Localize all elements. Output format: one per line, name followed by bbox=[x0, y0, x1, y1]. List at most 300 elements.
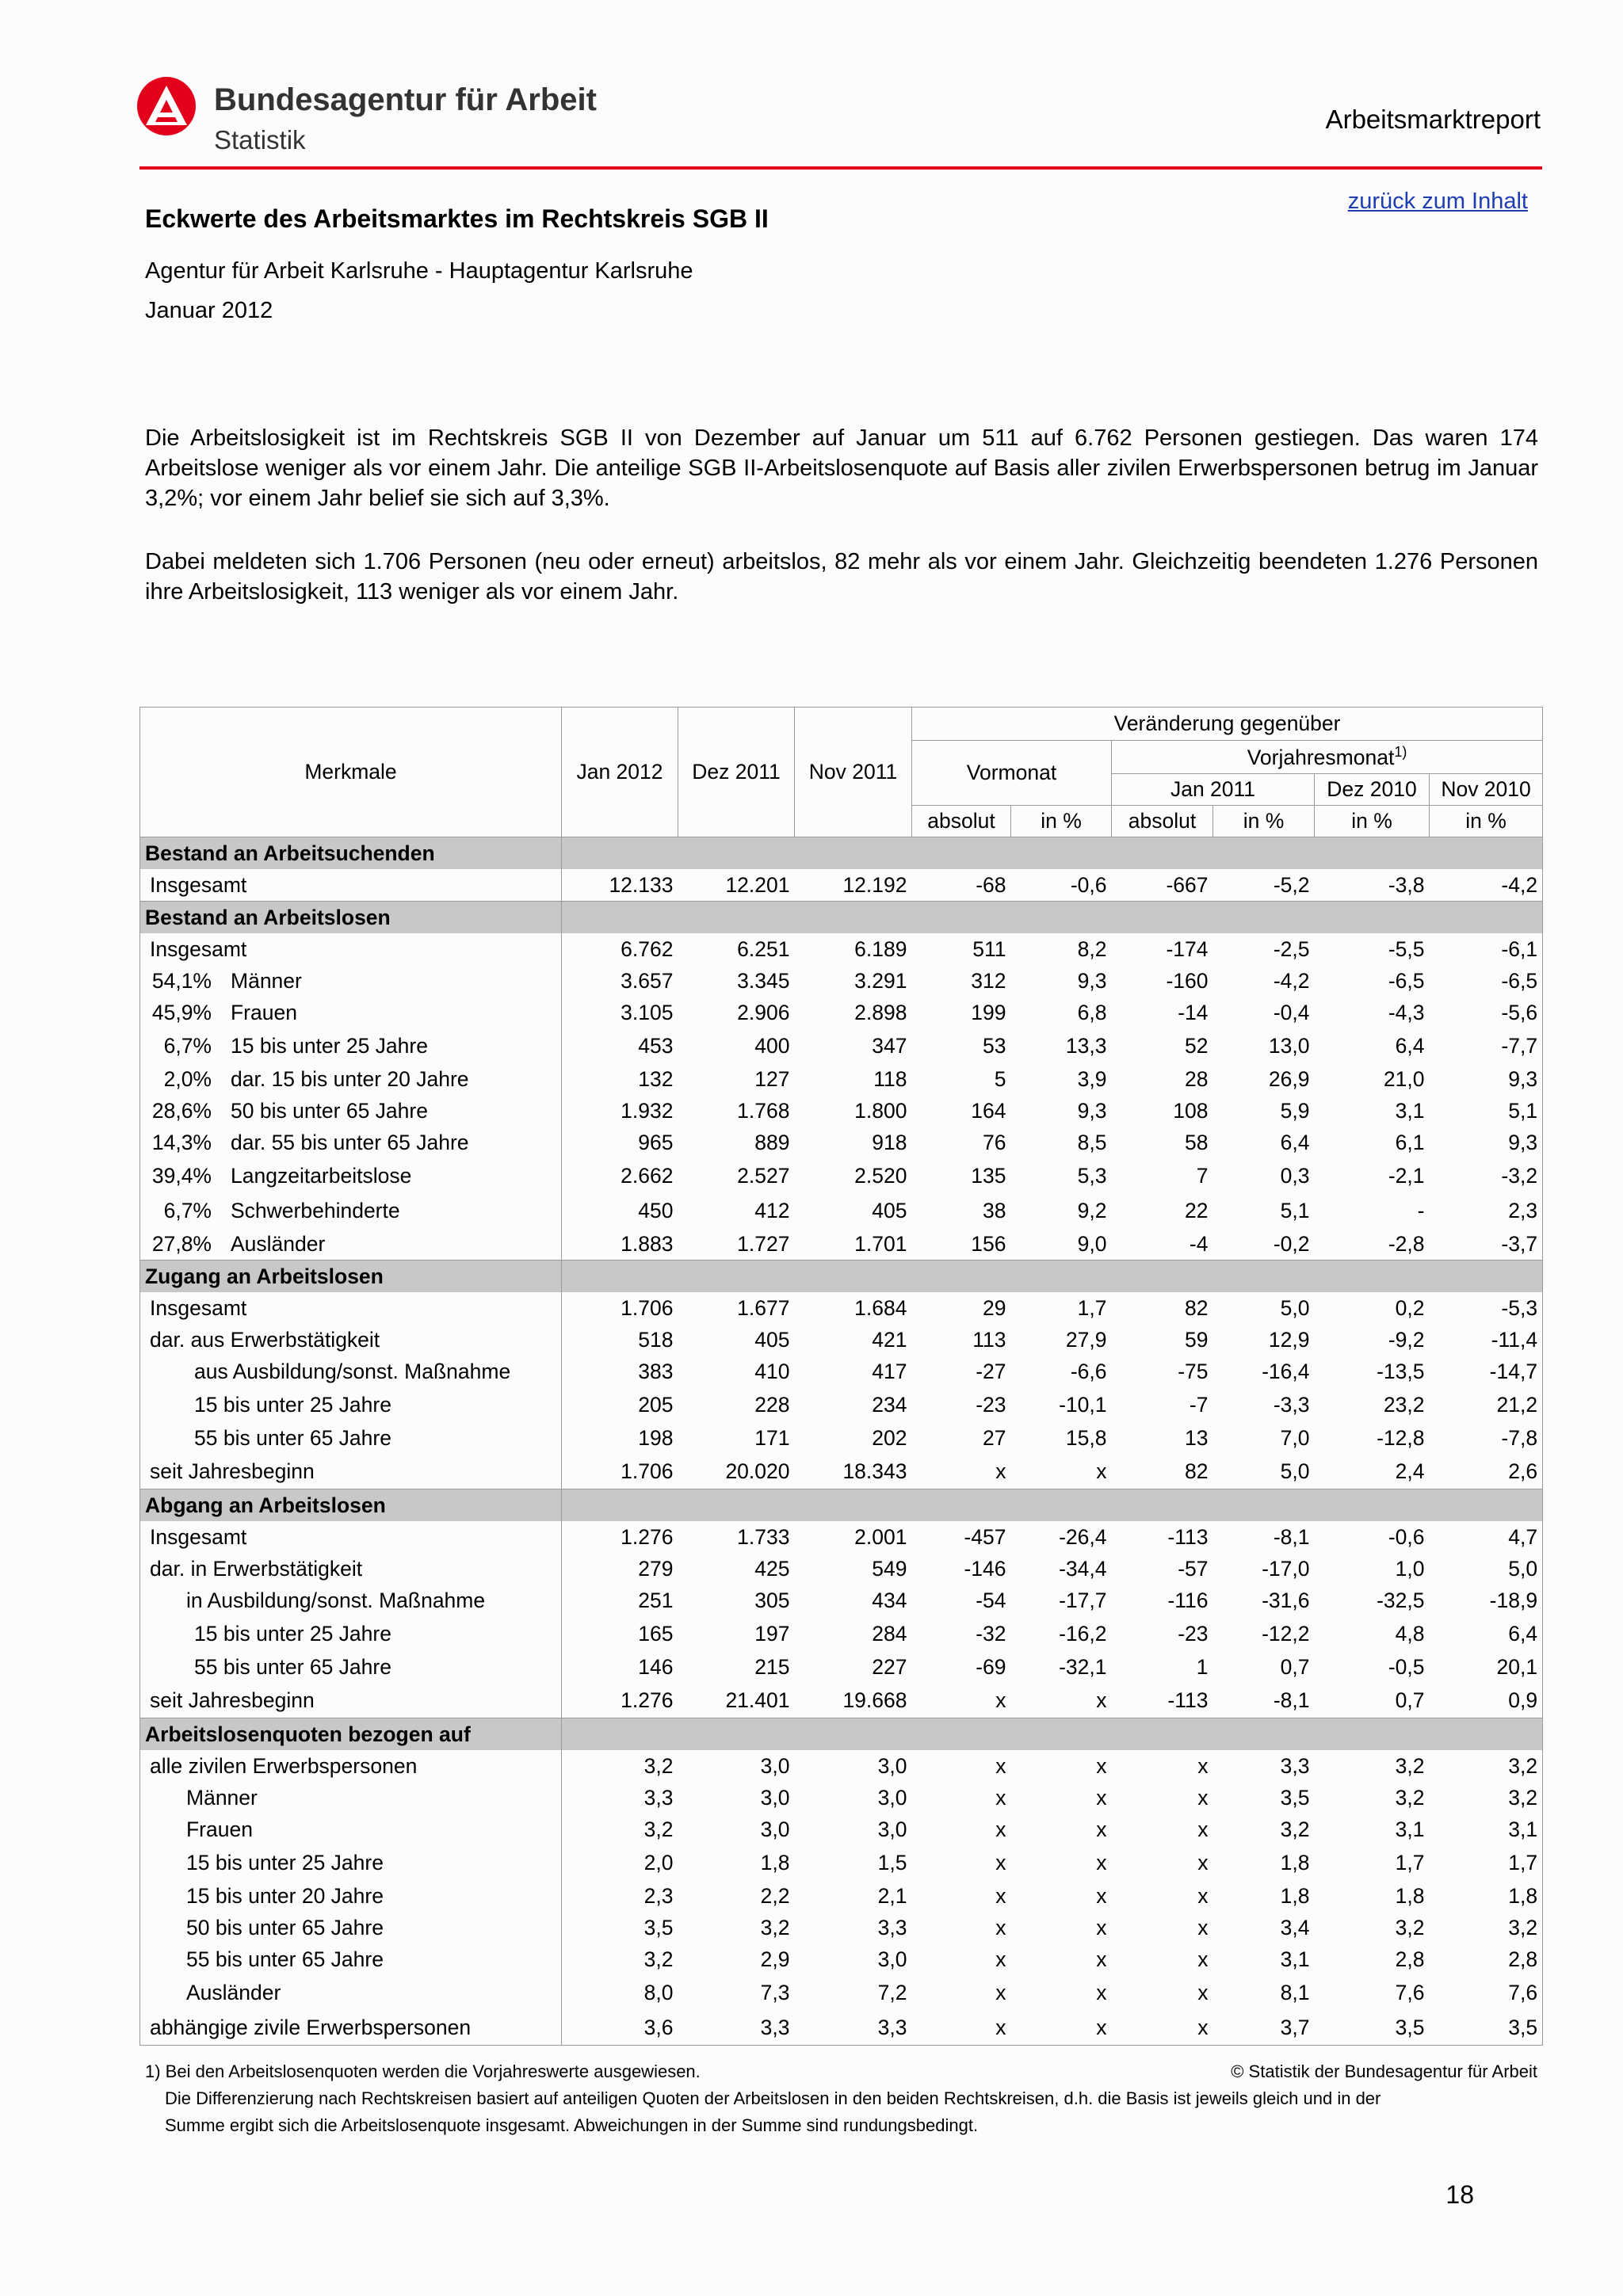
table-cell: 5,0 bbox=[1280, 1459, 1310, 1483]
section-header-row bbox=[140, 1489, 1543, 1522]
table-cell: 108 bbox=[1173, 1098, 1209, 1123]
table-cell: 1.800 bbox=[854, 1098, 907, 1123]
table-cell: x bbox=[995, 1459, 1006, 1483]
section-fill bbox=[562, 1261, 1543, 1293]
table-cell: 3,1 bbox=[1430, 1814, 1543, 1845]
table-cell: 2.906 bbox=[737, 1000, 790, 1024]
table-cell: 1.706 bbox=[621, 1295, 674, 1320]
table-cell: -14 bbox=[1178, 1000, 1209, 1024]
table-cell: -9,2 bbox=[1388, 1327, 1425, 1352]
table-cell: x bbox=[1096, 1850, 1107, 1875]
table-cell: 1 bbox=[1196, 1654, 1209, 1679]
table-cell: 425 bbox=[754, 1556, 790, 1581]
table-cell: -10,1 bbox=[1059, 1392, 1107, 1417]
table-cell: -12,2 bbox=[1262, 1621, 1310, 1646]
table-cell: -0,6 bbox=[1388, 1524, 1425, 1549]
table-row bbox=[140, 1616, 1543, 1651]
section-header-row bbox=[140, 837, 1543, 870]
table-cell: 5,0 bbox=[1280, 1295, 1310, 1320]
table-cell: 3,6 bbox=[562, 2010, 678, 2046]
table-cell: 21,0 bbox=[1383, 1066, 1425, 1091]
table-cell: -3,7 bbox=[1430, 1228, 1543, 1261]
row-label bbox=[140, 1454, 562, 1489]
table-cell: 13,3 bbox=[1065, 1033, 1107, 1058]
table-row bbox=[140, 1521, 1543, 1553]
table-cell: 405 bbox=[754, 1327, 790, 1352]
row-label-text: in Ausbildung/sonst. Maßnahme bbox=[186, 1588, 486, 1612]
table-cell: 52 bbox=[1185, 1033, 1209, 1058]
table-cell: x bbox=[1096, 1817, 1107, 1841]
row-label bbox=[140, 1422, 562, 1454]
table-cell: 1,7 bbox=[1395, 1850, 1425, 1875]
table-cell: -146 bbox=[964, 1556, 1006, 1581]
table-cell: 5,1 bbox=[1280, 1198, 1310, 1222]
table-cell: x bbox=[1096, 1915, 1107, 1939]
table-cell: 0,3 bbox=[1280, 1163, 1310, 1188]
row-share: 39,4% bbox=[151, 1163, 212, 1188]
table-cell: 15,8 bbox=[1065, 1425, 1107, 1450]
table-cell: 3,0 bbox=[760, 1753, 790, 1778]
row-label-text: dar. 15 bis unter 20 Jahre bbox=[231, 1066, 469, 1091]
table-cell: -113 bbox=[1167, 1524, 1209, 1549]
table-cell: 3,2 bbox=[1430, 1782, 1543, 1814]
page-number: 18 bbox=[1445, 2180, 1474, 2209]
table-cell: 132 bbox=[638, 1066, 674, 1091]
table-cell: 3,2 bbox=[1280, 1817, 1310, 1841]
table-cell: 7 bbox=[1196, 1163, 1209, 1188]
table-cell: -4,2 bbox=[1430, 869, 1543, 902]
table-cell: 3,1 bbox=[1395, 1098, 1425, 1123]
table-cell: 450 bbox=[638, 1198, 674, 1222]
table-cell: 6.189 bbox=[854, 936, 907, 961]
table-cell: 3,0 bbox=[877, 1817, 907, 1841]
table-cell: 3,0 bbox=[760, 1785, 790, 1810]
table-cell: 3,7 bbox=[1213, 2010, 1315, 2046]
row-label bbox=[140, 1127, 562, 1158]
table-cell: 8,1 bbox=[1280, 1980, 1310, 2004]
table-cell: -16,2 bbox=[1059, 1621, 1107, 1646]
table-cell: 205 bbox=[638, 1392, 674, 1417]
table-cell: -3,2 bbox=[1430, 1158, 1543, 1193]
table-cell: -26,4 bbox=[1059, 1524, 1107, 1549]
row-label bbox=[140, 1356, 562, 1387]
table-cell: 1.684 bbox=[854, 1295, 907, 1320]
table-cell: 8,0 bbox=[643, 1980, 674, 2004]
table-row bbox=[140, 965, 1543, 997]
table-cell: 199 bbox=[971, 1000, 1006, 1024]
table-cell: 21,2 bbox=[1430, 1387, 1543, 1422]
row-label-text: Insgesamt bbox=[150, 872, 247, 897]
table-cell: 5,0 bbox=[1430, 1553, 1543, 1585]
table-cell: - bbox=[1417, 1198, 1425, 1222]
row-label-text: 15 bis unter 25 Jahre bbox=[194, 1392, 391, 1417]
table-cell: 22 bbox=[1185, 1198, 1209, 1222]
section-title: Arbeitslosenquoten bezogen auf bbox=[140, 1718, 562, 1751]
table-cell: 3,5 bbox=[1315, 2010, 1430, 2046]
table-cell: 0,7 bbox=[1395, 1688, 1425, 1712]
table-row bbox=[140, 1553, 1543, 1585]
row-label bbox=[140, 1616, 562, 1651]
table-cell: 3,5 bbox=[643, 1915, 674, 1939]
table-cell: 421 bbox=[872, 1327, 907, 1352]
table-cell: 2,3 bbox=[1430, 1193, 1543, 1228]
table-cell: 3,1 bbox=[1395, 1817, 1425, 1841]
row-label bbox=[140, 933, 562, 965]
table-cell: 3.291 bbox=[854, 968, 907, 993]
table-row bbox=[140, 1750, 1543, 1782]
table-cell: -4 bbox=[1189, 1231, 1209, 1256]
table-cell: 164 bbox=[971, 1098, 1006, 1123]
back-to-contents-link[interactable]: zurück zum Inhalt bbox=[1347, 189, 1528, 214]
row-label-text: 55 bis unter 65 Jahre bbox=[186, 1947, 384, 1971]
table-cell: 965 bbox=[638, 1130, 674, 1154]
table-cell: 3,2 bbox=[1430, 1912, 1543, 1943]
table-cell: -7,7 bbox=[1430, 1028, 1543, 1063]
row-label bbox=[140, 1387, 562, 1422]
row-share: 54,1% bbox=[151, 968, 212, 993]
table-cell: -13,5 bbox=[1377, 1359, 1425, 1383]
col-header-merkmale: Merkmale bbox=[140, 707, 562, 837]
table-cell: -3,8 bbox=[1388, 872, 1425, 897]
table-cell: 3,2 bbox=[1395, 1753, 1425, 1778]
table-cell: 9,3 bbox=[1430, 1127, 1543, 1158]
table-cell: -2,5 bbox=[1273, 936, 1310, 961]
col-header-in-pct: in % bbox=[1011, 806, 1112, 837]
table-cell: 1.883 bbox=[621, 1231, 674, 1256]
table-cell: 4,7 bbox=[1430, 1521, 1543, 1553]
table-row bbox=[140, 1683, 1543, 1718]
row-label bbox=[140, 965, 562, 997]
table-cell: -5,5 bbox=[1388, 936, 1425, 961]
row-share: 27,8% bbox=[151, 1231, 212, 1256]
row-label bbox=[140, 1193, 562, 1228]
table-cell: 7,3 bbox=[760, 1980, 790, 2004]
table-cell: 3,0 bbox=[760, 1817, 790, 1841]
table-cell: 0,2 bbox=[1395, 1295, 1425, 1320]
table-cell: 2,9 bbox=[760, 1947, 790, 1971]
table-cell: x bbox=[995, 1947, 1006, 1971]
table-cell: -457 bbox=[964, 1524, 1006, 1549]
table-cell: 5 bbox=[994, 1066, 1006, 1091]
table-cell: 1.733 bbox=[737, 1524, 790, 1549]
row-label-text: 15 bis unter 25 Jahre bbox=[194, 1621, 391, 1646]
row-label bbox=[140, 1521, 562, 1553]
table-cell: -27 bbox=[976, 1359, 1006, 1383]
table-cell: 12.201 bbox=[725, 872, 790, 897]
table-cell: -32,5 bbox=[1377, 1588, 1425, 1612]
row-label-text: Frauen bbox=[186, 1817, 253, 1841]
table-cell: 9,3 bbox=[1077, 1098, 1107, 1123]
table-cell: 1.701 bbox=[854, 1231, 907, 1256]
agency-name: Agentur für Arbeit Karlsruhe - Hauptagentur Karlsruhe bbox=[145, 258, 693, 284]
table-cell: 113 bbox=[972, 1327, 1006, 1352]
table-cell: 3,5 bbox=[1430, 2010, 1543, 2046]
table-cell: -2,1 bbox=[1388, 1163, 1425, 1188]
table-cell: 234 bbox=[872, 1392, 907, 1417]
col-header-dez2011: Dez 2011 bbox=[678, 707, 795, 837]
table-cell: 1,8 bbox=[760, 1850, 790, 1875]
table-cell: -174 bbox=[1166, 936, 1209, 961]
table-cell: -0,4 bbox=[1273, 1000, 1310, 1024]
row-label-text: dar. in Erwerbstätigkeit bbox=[150, 1556, 363, 1581]
col-header-vorjahresmonat: Vorjahresmonat$^{1)}$ bbox=[1112, 741, 1543, 774]
section-header-row bbox=[140, 902, 1543, 934]
table-cell: 12.133 bbox=[609, 872, 674, 897]
section-fill bbox=[562, 1718, 1543, 1751]
table-cell: 6,4 bbox=[1280, 1130, 1310, 1154]
table-cell: 27,9 bbox=[1065, 1327, 1107, 1352]
row-label bbox=[140, 1292, 562, 1324]
table-cell: x bbox=[1197, 1980, 1209, 2004]
table-cell: 6.251 bbox=[737, 936, 790, 961]
row-label-text: aus Ausbildung/sonst. Maßnahme bbox=[194, 1359, 511, 1383]
table-cell: 347 bbox=[872, 1033, 907, 1058]
table-cell: 1,7 bbox=[1430, 1845, 1543, 1880]
col-header-dez2010: Dez 2010 bbox=[1315, 774, 1430, 806]
table-row bbox=[140, 1912, 1543, 1943]
table-cell: 198 bbox=[638, 1425, 674, 1450]
table-cell: 2,6 bbox=[1430, 1454, 1543, 1489]
table-row bbox=[140, 1387, 1543, 1422]
table-cell: 18.343 bbox=[842, 1459, 907, 1483]
table-cell: -7 bbox=[1189, 1392, 1209, 1417]
table-cell: 23,2 bbox=[1383, 1392, 1425, 1417]
table-cell: 2,2 bbox=[760, 1883, 790, 1908]
col-header-veraenderung: Veränderung gegenüber bbox=[912, 707, 1543, 741]
table-cell: 5,1 bbox=[1430, 1095, 1543, 1127]
table-cell: 6.762 bbox=[621, 936, 674, 961]
table-cell: x bbox=[1096, 1980, 1107, 2004]
table-row bbox=[140, 1324, 1543, 1356]
col-header-vormonat: Vormonat bbox=[912, 741, 1112, 806]
table-cell: 410 bbox=[754, 1359, 790, 1383]
row-label-text: seit Jahresbeginn bbox=[150, 1459, 315, 1483]
section-fill bbox=[562, 1489, 1543, 1522]
page-title: Eckwerte des Arbeitsmarktes im Rechtskreis SGB II bbox=[145, 204, 769, 233]
col-header-in-pct: in % bbox=[1315, 806, 1430, 837]
table-cell: 453 bbox=[638, 1033, 674, 1058]
table-cell: 13,0 bbox=[1268, 1033, 1310, 1058]
table-cell: x bbox=[1096, 1947, 1107, 1971]
table-cell: x bbox=[1096, 1753, 1107, 1778]
row-label-text: Insgesamt bbox=[150, 1524, 247, 1549]
table-cell: 13 bbox=[1185, 1425, 1209, 1450]
row-label-text: Frauen bbox=[231, 1000, 297, 1024]
table-cell: -0,2 bbox=[1273, 1231, 1310, 1256]
table-cell: 3,2 bbox=[1395, 1915, 1425, 1939]
table-cell: 3,0 bbox=[877, 1785, 907, 1810]
table-row bbox=[140, 1292, 1543, 1324]
table-cell: -32 bbox=[976, 1621, 1006, 1646]
table-cell: x bbox=[1197, 1785, 1209, 1810]
copyright: © Statistik der Bundesagentur für Arbeit bbox=[1231, 2061, 1537, 2081]
table-cell: -160 bbox=[1166, 968, 1209, 993]
table-cell: 2.520 bbox=[854, 1163, 907, 1188]
table-row bbox=[140, 1158, 1543, 1193]
row-label bbox=[140, 1651, 562, 1683]
table-cell: 1,8 bbox=[1395, 1883, 1425, 1908]
table-row bbox=[140, 997, 1543, 1028]
table-cell: -113 bbox=[1167, 1688, 1209, 1712]
table-cell: 7,2 bbox=[877, 1980, 907, 2004]
table-cell: 2.527 bbox=[737, 1163, 790, 1188]
row-label-text: 50 bis unter 65 Jahre bbox=[186, 1915, 384, 1939]
table-cell: 27 bbox=[983, 1425, 1006, 1450]
table-cell: -18,9 bbox=[1430, 1585, 1543, 1616]
table-cell: -23 bbox=[1178, 1621, 1209, 1646]
table-cell: 284 bbox=[872, 1621, 907, 1646]
row-share: 2,0% bbox=[163, 1066, 212, 1091]
table-cell: -68 bbox=[976, 872, 1006, 897]
row-label-text: dar. 55 bis unter 65 Jahre bbox=[231, 1130, 469, 1154]
row-label-text: Männer bbox=[186, 1785, 258, 1810]
table-cell: 29 bbox=[983, 1295, 1006, 1320]
row-label bbox=[140, 2010, 562, 2046]
table-cell: 3.105 bbox=[621, 1000, 674, 1024]
table-cell: -2,8 bbox=[1388, 1231, 1425, 1256]
table-row bbox=[140, 1782, 1543, 1814]
table-cell: 227 bbox=[872, 1654, 907, 1679]
row-label bbox=[140, 1553, 562, 1585]
row-label-text: alle zivilen Erwerbspersonen bbox=[150, 1753, 418, 1778]
table-cell: 215 bbox=[754, 1654, 790, 1679]
row-label bbox=[140, 1158, 562, 1193]
row-label bbox=[140, 1683, 562, 1718]
table-cell: x bbox=[1197, 1850, 1209, 1875]
table-cell: 1,5 bbox=[877, 1850, 907, 1875]
row-label-text: abhängige zivile Erwerbspersonen bbox=[150, 2015, 472, 2039]
table-cell: 58 bbox=[1185, 1130, 1209, 1154]
row-share: 6,7% bbox=[163, 1033, 212, 1058]
table-cell: 9,3 bbox=[1077, 968, 1107, 993]
footnote: Summe ergibt sich die Arbeitslosenquote insgesamt. Abweichungen in der Summe sind rundungsbedingt. bbox=[165, 2115, 979, 2135]
table-cell: x bbox=[995, 1883, 1006, 1908]
row-label bbox=[140, 1228, 562, 1261]
table-cell: 3.345 bbox=[737, 968, 790, 993]
table-cell: 251 bbox=[638, 1588, 674, 1612]
row-label-text: Langzeitarbeitslose bbox=[231, 1163, 412, 1188]
table-cell: -116 bbox=[1167, 1588, 1209, 1612]
table-cell: 8,5 bbox=[1077, 1130, 1107, 1154]
section-title: Zugang an Arbeitslosen bbox=[140, 1261, 562, 1293]
table-cell: 2,8 bbox=[1430, 1943, 1543, 1975]
table-cell: -16,4 bbox=[1262, 1359, 1310, 1383]
table-row bbox=[140, 1127, 1543, 1158]
table-cell: 26,9 bbox=[1268, 1066, 1310, 1091]
table-cell: 59 bbox=[1185, 1327, 1209, 1352]
table-cell: 549 bbox=[872, 1556, 907, 1581]
table-cell: 279 bbox=[638, 1556, 674, 1581]
table-cell: -32,1 bbox=[1059, 1654, 1107, 1679]
row-label-text: seit Jahresbeginn bbox=[150, 1688, 315, 1712]
row-label bbox=[140, 1912, 562, 1943]
table-cell: 6,8 bbox=[1077, 1000, 1107, 1024]
table-cell: x bbox=[995, 1753, 1006, 1778]
table-row bbox=[140, 1028, 1543, 1063]
table-cell: -4,2 bbox=[1273, 968, 1310, 993]
row-label-text: Schwerbehinderte bbox=[231, 1198, 400, 1222]
table-cell: 3,2 bbox=[643, 1753, 674, 1778]
table-row bbox=[140, 2010, 1543, 2046]
ba-logo-icon bbox=[136, 76, 197, 136]
table-cell: 3,0 bbox=[877, 1947, 907, 1971]
table-cell: -0,5 bbox=[1388, 1654, 1425, 1679]
table-cell: 135 bbox=[971, 1163, 1006, 1188]
table-cell: x bbox=[995, 1688, 1006, 1712]
table-cell: 156 bbox=[971, 1231, 1006, 1256]
table-cell: -54 bbox=[976, 1588, 1006, 1612]
section-title: Bestand an Arbeitsuchenden bbox=[140, 837, 562, 870]
table-cell: -6,1 bbox=[1430, 933, 1543, 965]
col-header-absolut: absolut bbox=[1112, 806, 1213, 837]
footnote: 1) Bei den Arbeitslosenquoten werden die Vorjahreswerte ausgewiesen. bbox=[145, 2061, 701, 2081]
table-cell: -8,1 bbox=[1273, 1524, 1310, 1549]
table-cell: 1,8 bbox=[1280, 1883, 1310, 1908]
table-cell: 3,3 bbox=[1280, 1753, 1310, 1778]
table-row bbox=[140, 1845, 1543, 1880]
row-label bbox=[140, 1782, 562, 1814]
col-header-nov2011: Nov 2011 bbox=[795, 707, 912, 837]
table-cell: 165 bbox=[638, 1621, 674, 1646]
table-cell: -7,8 bbox=[1430, 1422, 1543, 1454]
table-cell: 82 bbox=[1185, 1295, 1209, 1320]
table-cell: x bbox=[1197, 1817, 1209, 1841]
table-cell: 2,4 bbox=[1395, 1459, 1425, 1483]
table-row bbox=[140, 1585, 1543, 1616]
table-cell: 127 bbox=[754, 1066, 790, 1091]
row-label bbox=[140, 1975, 562, 2010]
table-cell: 417 bbox=[872, 1359, 907, 1383]
table-cell: 3,2 bbox=[643, 1947, 674, 1971]
summary-paragraph: Dabei meldeten sich 1.706 Personen (neu oder erneut) arbeitslos, 82 mehr als vor einem Jahr. Gleichzeitig beendeten 1.276 Personen ihre Arbeitslosigkeit, 113 weniger als vor einem Jahr. bbox=[145, 549, 1538, 605]
table-cell: 3.657 bbox=[621, 968, 674, 993]
row-label-text: Insgesamt bbox=[150, 936, 247, 961]
row-label-text: 15 bis unter 20 Jahre bbox=[186, 1883, 384, 1908]
table-cell: x bbox=[1096, 1459, 1107, 1483]
table-cell: x bbox=[912, 2010, 1011, 2046]
table-cell: x bbox=[995, 1980, 1006, 2004]
table-cell: -8,1 bbox=[1273, 1688, 1310, 1712]
table-cell: 1.932 bbox=[621, 1098, 674, 1123]
table-cell: x bbox=[1096, 1785, 1107, 1810]
table-cell: -75 bbox=[1178, 1359, 1209, 1383]
table-cell: 2,8 bbox=[1395, 1947, 1425, 1971]
table-cell: x bbox=[1197, 1915, 1209, 1939]
table-row bbox=[140, 1880, 1543, 1912]
table-cell: 4,8 bbox=[1395, 1621, 1425, 1646]
table-cell: -69 bbox=[976, 1654, 1006, 1679]
table-cell: -57 bbox=[1178, 1556, 1209, 1581]
table-cell: 2.898 bbox=[854, 1000, 907, 1024]
table-row bbox=[140, 1814, 1543, 1845]
table-cell: -667 bbox=[1166, 872, 1209, 897]
table-cell: -23 bbox=[976, 1392, 1006, 1417]
table-cell: 1,7 bbox=[1077, 1295, 1107, 1320]
table-cell: -14,7 bbox=[1430, 1356, 1543, 1387]
table-cell: 9,3 bbox=[1430, 1063, 1543, 1095]
section-header-row bbox=[140, 1261, 1543, 1293]
table-cell: 171 bbox=[754, 1425, 790, 1450]
table-cell: -5,6 bbox=[1430, 997, 1543, 1028]
table-cell: 3,3 bbox=[795, 2010, 912, 2046]
table-cell: x bbox=[1197, 1883, 1209, 1908]
table-cell: 1,0 bbox=[1395, 1556, 1425, 1581]
table-row bbox=[140, 1356, 1543, 1387]
table-cell: 434 bbox=[872, 1588, 907, 1612]
table-cell: 3,0 bbox=[877, 1753, 907, 1778]
table-row bbox=[140, 1095, 1543, 1127]
table-row bbox=[140, 933, 1543, 965]
